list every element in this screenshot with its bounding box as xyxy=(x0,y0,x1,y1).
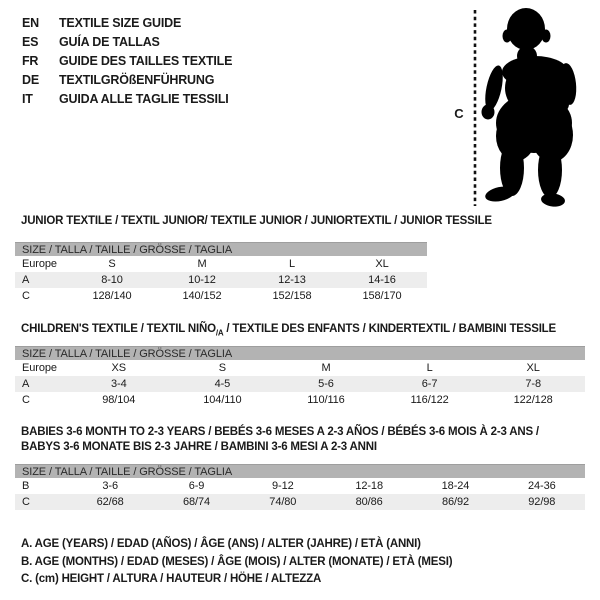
heading-text: BABIES 3-6 MONTH TO 2-3 YEARS / BEBÉS 3-6 MESES A 2-3 AÑOS / BÉBÉS 3-6 MOIS À 2-3 ANS / xyxy=(21,426,539,438)
value-cell: 74/80 xyxy=(269,496,297,508)
value-cell: 152/158 xyxy=(272,290,312,302)
value-cell: 86/92 xyxy=(441,496,469,508)
table-row xyxy=(15,494,585,510)
value-cell: S xyxy=(108,258,116,270)
language-code: ES xyxy=(22,35,39,49)
section-heading-line xyxy=(21,322,556,340)
section-heading-babies xyxy=(21,425,539,455)
value-cell: 62/68 xyxy=(96,496,124,508)
size-table-header-bar: SIZE / TALLA / TAILLE / GRÖSSE / TAGLIA xyxy=(15,242,427,256)
value-cell: L xyxy=(288,258,296,270)
value-cell: L xyxy=(426,362,433,374)
row-label-cell: B xyxy=(22,480,30,492)
value-cell: 122/128 xyxy=(513,394,553,406)
language-title: GUIDE DES TAILLES TEXTILE xyxy=(59,54,233,68)
size-table-children xyxy=(15,346,585,408)
language-code: DE xyxy=(22,73,39,87)
language-row xyxy=(22,33,232,52)
footnote-line-c: C. (cm) HEIGHT / ALTURA / HAUTEUR / HÖHE / ALTEZZA xyxy=(21,573,322,585)
heading-text: JUNIOR TEXTILE / TEXTIL JUNIOR/ TEXTILE JUNIOR / JUNIORTEXTIL / JUNIOR TESSILE xyxy=(21,215,492,227)
language-row xyxy=(22,71,232,90)
value-cell: 140/152 xyxy=(182,290,222,302)
value-cell: 12-18 xyxy=(355,480,383,492)
value-cell: 6-7 xyxy=(421,378,438,390)
value-cell: 18-24 xyxy=(441,480,470,492)
language-row xyxy=(22,14,232,33)
table-row xyxy=(15,272,427,288)
row-label-cell: C xyxy=(22,394,30,406)
table-row xyxy=(15,360,585,376)
language-title-list xyxy=(22,14,232,109)
heading-text: / TEXTILE DES ENFANTS / KINDERTEXTIL / BAMBINI TESSILE xyxy=(223,323,556,335)
value-cell: 158/170 xyxy=(362,290,402,302)
size-table-header-bar: SIZE / TALLA / TAILLE / GRÖSSE / TAGLIA xyxy=(15,464,585,478)
value-cell: XL xyxy=(526,362,540,374)
size-table-junior xyxy=(15,242,427,304)
value-cell: 3-4 xyxy=(110,378,127,390)
footnotes xyxy=(21,536,452,589)
value-cell: 14-16 xyxy=(368,274,396,286)
value-cell: 9-12 xyxy=(272,480,294,492)
section-heading-line xyxy=(21,425,539,440)
row-label-cell: Europe xyxy=(22,362,57,374)
value-cell: 3-6 xyxy=(102,480,118,492)
value-cell: 12-13 xyxy=(278,274,306,286)
value-cell: 6-9 xyxy=(188,480,205,492)
value-cell: 80/86 xyxy=(355,496,383,508)
table-row xyxy=(15,256,427,272)
table-row xyxy=(15,376,585,392)
value-cell: 92/98 xyxy=(528,496,556,508)
heading-text: /A xyxy=(215,328,224,338)
language-row xyxy=(22,90,232,109)
value-cell: M xyxy=(321,362,331,374)
value-cell: M xyxy=(197,258,207,270)
size-table-header-bar: SIZE / TALLA / TAILLE / GRÖSSE / TAGLIA xyxy=(15,346,585,360)
table-row xyxy=(15,288,427,304)
table-row xyxy=(15,392,585,408)
size-table-babies xyxy=(15,464,585,510)
language-title: TEXTILE SIZE GUIDE xyxy=(59,16,182,30)
value-cell: S xyxy=(218,362,227,374)
heading-text: CHILDREN'S TEXTILE / TEXTIL NIÑO xyxy=(21,323,216,335)
value-cell: 98/104 xyxy=(102,394,136,406)
value-cell: 7-8 xyxy=(525,378,541,390)
language-code: FR xyxy=(22,54,39,68)
section-heading-children xyxy=(21,322,556,340)
value-cell: 104/110 xyxy=(203,394,242,406)
value-cell: 116/122 xyxy=(410,394,449,406)
value-cell: 68/74 xyxy=(182,496,210,508)
value-cell: 4-5 xyxy=(214,378,231,390)
section-heading-line xyxy=(21,214,492,229)
row-label-cell: C xyxy=(22,496,30,508)
value-cell: 24-36 xyxy=(527,480,556,492)
footnote-line-b: B. AGE (MONTHS) / EDAD (MESES) / ÂGE (MOIS) / ALTER (MONATE) / ETÀ (MESI) xyxy=(21,555,453,568)
height-measure-label: C xyxy=(454,106,464,121)
value-cell: 10-12 xyxy=(188,274,216,286)
row-label-cell: Europe xyxy=(22,258,57,270)
language-code: IT xyxy=(22,92,33,106)
toddler-silhouette-image xyxy=(478,8,596,213)
language-code: EN xyxy=(22,16,39,30)
section-heading-junior xyxy=(21,214,492,229)
row-label-cell: A xyxy=(22,378,30,390)
value-cell: 5-6 xyxy=(318,378,334,390)
language-row xyxy=(22,52,232,71)
language-title: TEXTILGRÖßENFÜHRUNG xyxy=(59,73,215,87)
row-label-cell: C xyxy=(22,290,30,302)
value-cell: 8-10 xyxy=(101,274,123,286)
value-cell: XS xyxy=(111,362,127,374)
row-label-cell: A xyxy=(22,274,30,286)
section-heading-line xyxy=(21,440,539,455)
silhouette-head xyxy=(507,8,545,50)
value-cell: 128/140 xyxy=(92,290,132,302)
value-cell: XL xyxy=(375,258,389,270)
heading-text: BABYS 3-6 MONATE BIS 2-3 JAHRE / BAMBINI 3-6 MESI A 2-3 ANNI xyxy=(21,441,377,453)
footnote-line-a: A. AGE (YEARS) / EDAD (AÑOS) / ÂGE (ANS) / ALTER (JAHRE) / ETÀ (ANNI) xyxy=(21,538,421,550)
language-title: GUÍA DE TALLAS xyxy=(59,35,160,49)
table-row xyxy=(15,478,585,494)
value-cell: 110/116 xyxy=(307,394,345,406)
language-title: GUIDA ALLE TAGLIE TESSILI xyxy=(59,92,229,106)
